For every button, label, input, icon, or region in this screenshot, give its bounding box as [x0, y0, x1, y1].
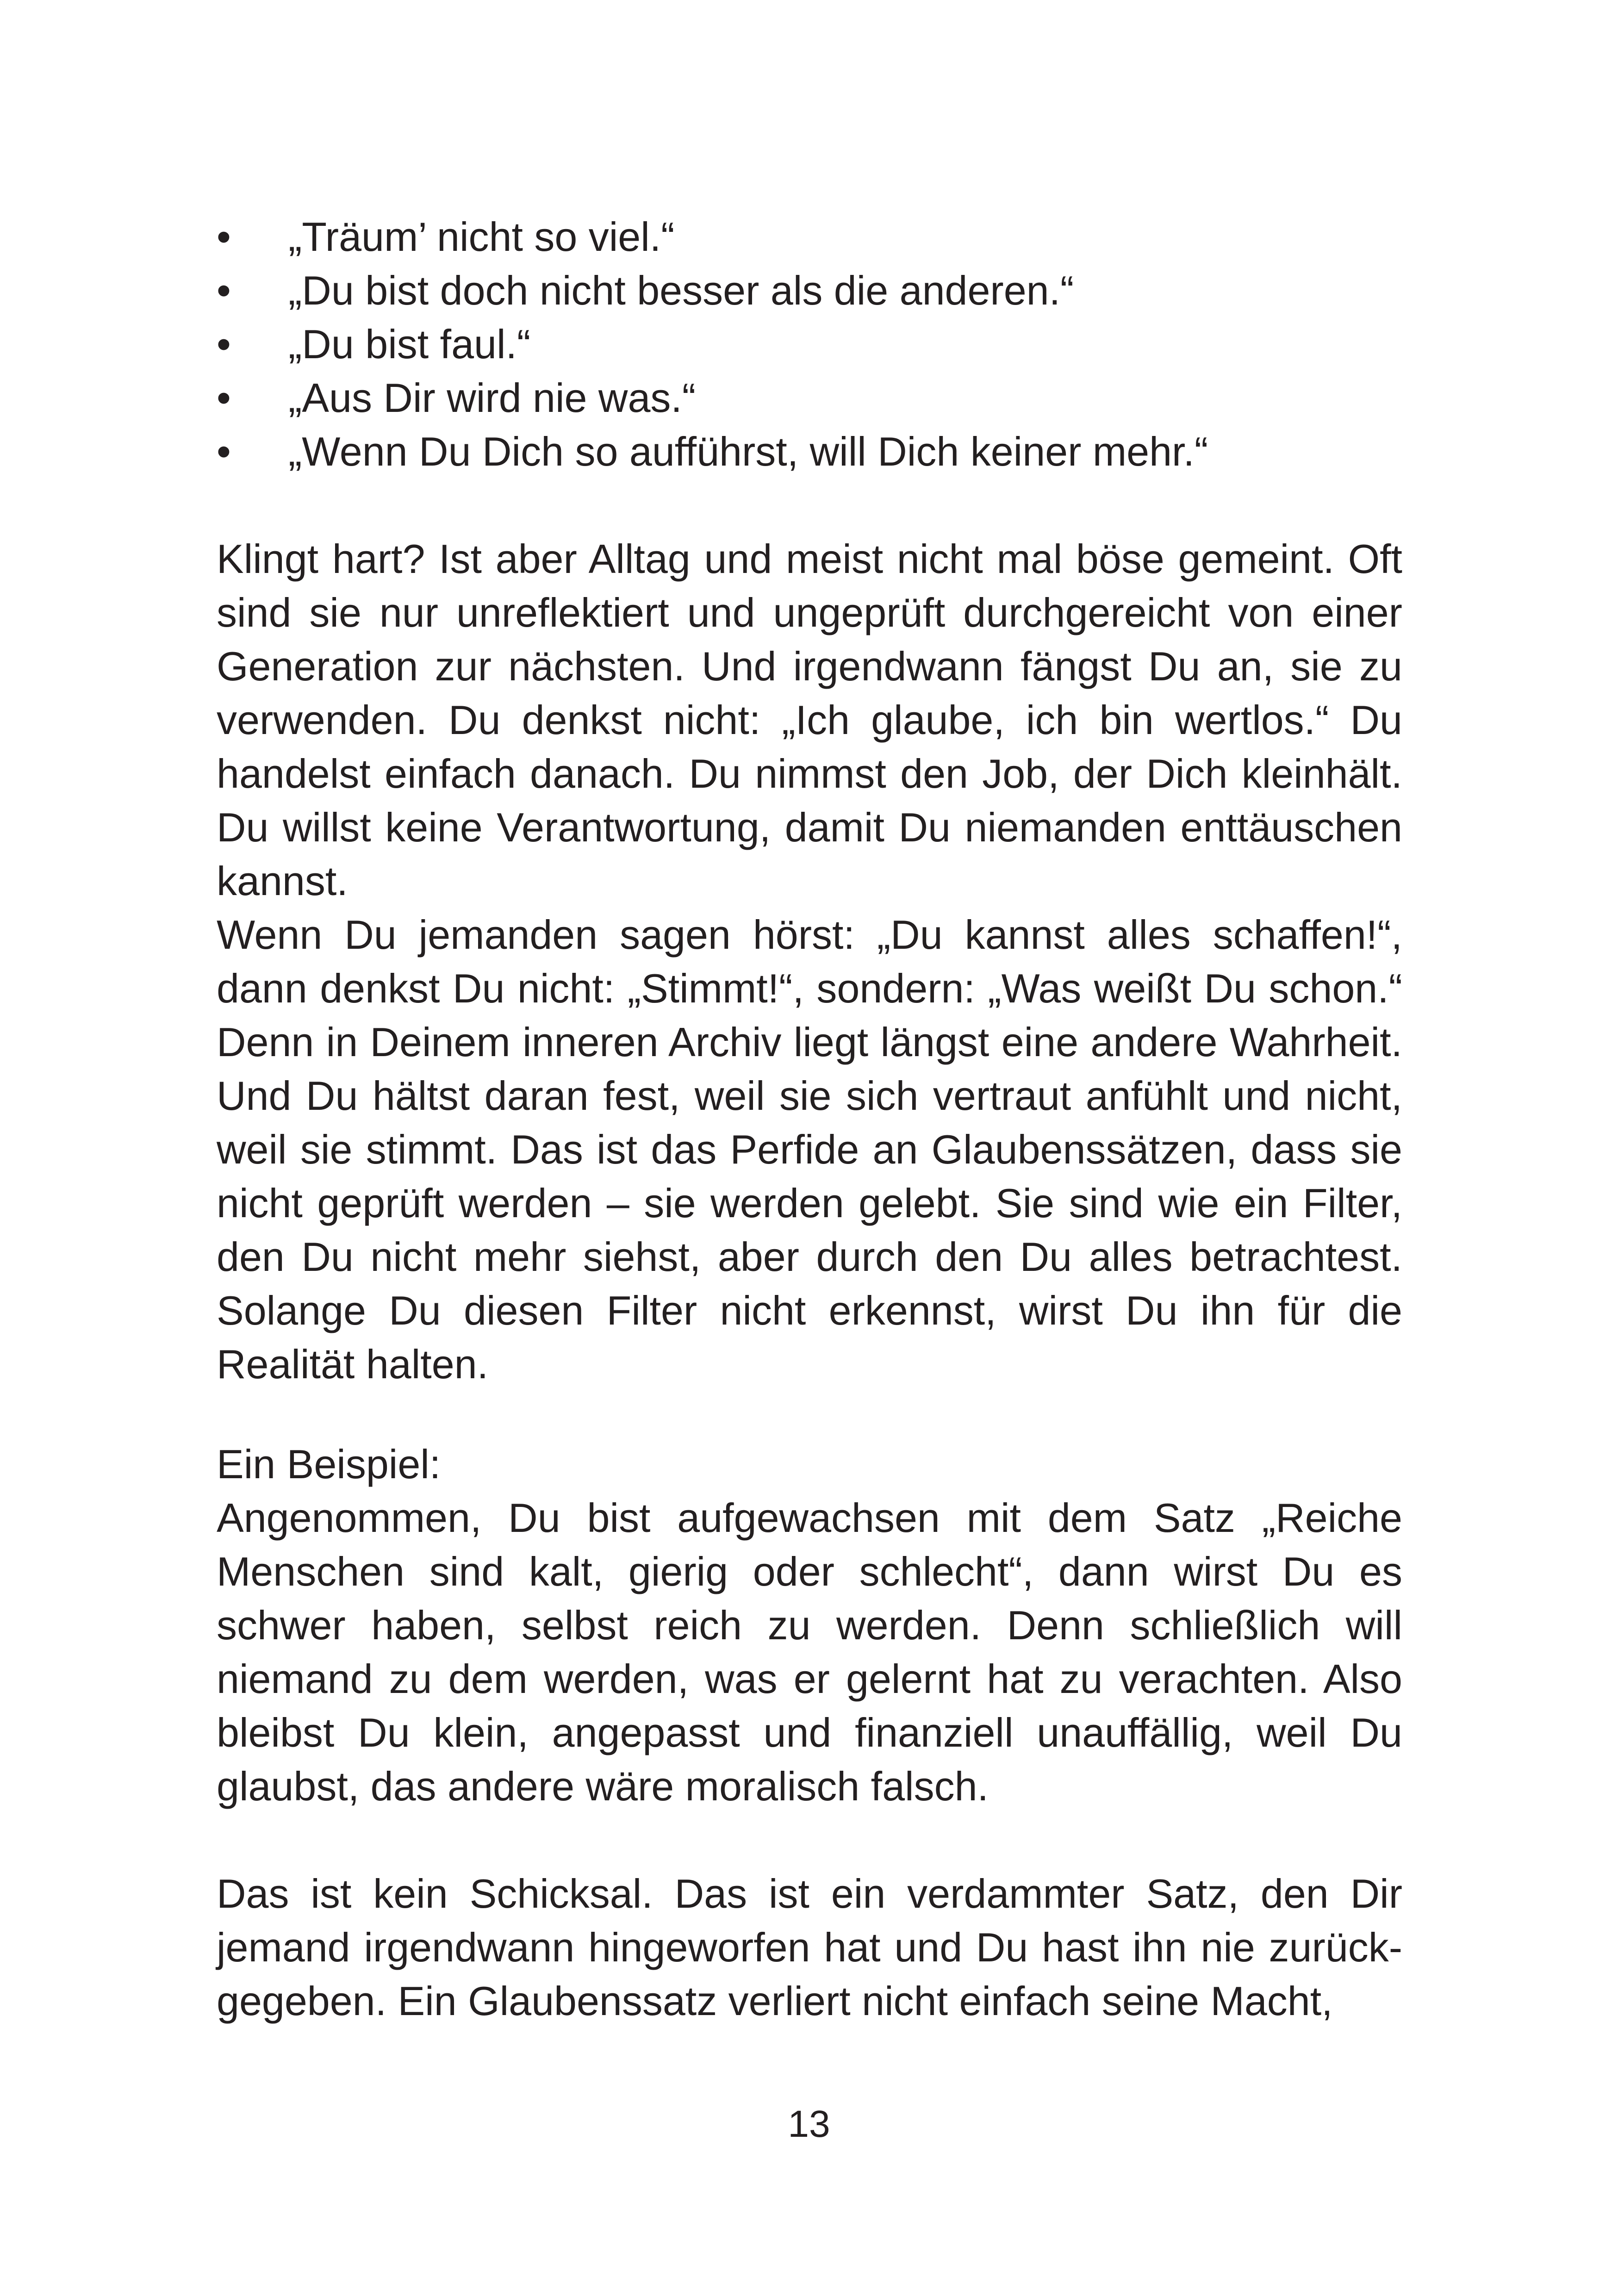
paragraph-klingt-hart: Klingt hart? Ist aber Alltag und meist nicht mal böse gemeint. Oft sind sie nur unreflektiert und ungeprüft durchgereicht von einer Generation zur nächsten. Und irgendwann fängst Du an, sie zu verwenden. Du denkst nicht: „Ich glaube, ich bin wertlos.“ Du handelst einfach danach. Du nimmst den Job, der Dich kleinhält. Du willst keine Verantwortung, damit Du niemanden enttäuschen kannst. — [217, 536, 1402, 904]
bullet-text: „Träum’ nicht so viel.“ — [288, 214, 675, 260]
bullet-icon: • — [217, 321, 231, 367]
list-item — [217, 317, 1438, 371]
list-item — [217, 371, 1438, 425]
paragraph-kein-schicksal: Das ist kein Schicksal. Das ist ein verdammter Satz, den Dir jemand irgendwann hingeworfen hat und Du hast ihn nie zurückgegeben. Ein Glaubenssatz verliert nicht einfach seine Macht, — [217, 1871, 1402, 2024]
list-item — [217, 425, 1438, 479]
body-text-section-2 — [217, 1437, 1402, 1813]
bullet-text: „Du bist faul.“ — [288, 321, 531, 367]
list-item — [217, 264, 1438, 317]
quote-bullet-list — [217, 210, 1438, 479]
bullet-icon: • — [217, 214, 231, 260]
bullet-text: „Aus Dir wird nie was.“ — [288, 375, 696, 421]
body-text-section-3 — [217, 1867, 1402, 2028]
bullet-text: „Wenn Du Dich so aufführst, will Dich keiner mehr.“ — [288, 429, 1208, 474]
paragraph-wenn-du-jemanden: Wenn Du jemanden sagen hörst: „Du kannst alles schaffen!“, dann denkst Du nicht: „Stimmt!“, sondern: „Was weißt Du schon.“ Denn in Deinem inneren Archiv liegt längst eine andere Wahrheit. Und Du hältst daran fest, weil sie sich vertraut anfühlt und nicht, weil sie stimmt. Das ist das Perfide an Glaubenssätzen, dass sie nicht geprüft werden – sie werden gelebt. Sie sind wie ein Filter, den Du nicht mehr siehst, aber durch den Du alles betrachtest. Solange Du diesen Filter nicht erkennst, wirst Du ihn für die Realität halten. — [217, 912, 1402, 1387]
bullet-icon: • — [217, 375, 231, 421]
bullet-text: „Du bist doch nicht besser als die anderen.“ — [288, 268, 1074, 313]
paragraph-angenommen: Angenommen, Du bist aufgewachsen mit dem Satz „Reiche Menschen sind kalt, gierig oder schlecht“, dann wirst Du es schwer haben, selbst reich zu werden. Denn schließlich will niemand zu dem werden, was er gelernt hat zu verachten. Also bleibst Du klein, angepasst und finanziell unauffällig, weil Du glaubst, das andere wäre moralisch falsch. — [217, 1495, 1402, 1809]
body-text-section-1 — [217, 532, 1402, 1391]
bullet-icon: • — [217, 429, 231, 474]
bullet-icon: • — [217, 268, 231, 313]
example-label: Ein Beispiel: — [217, 1441, 441, 1487]
list-item — [217, 210, 1438, 264]
page-number: 13 — [788, 2103, 830, 2145]
